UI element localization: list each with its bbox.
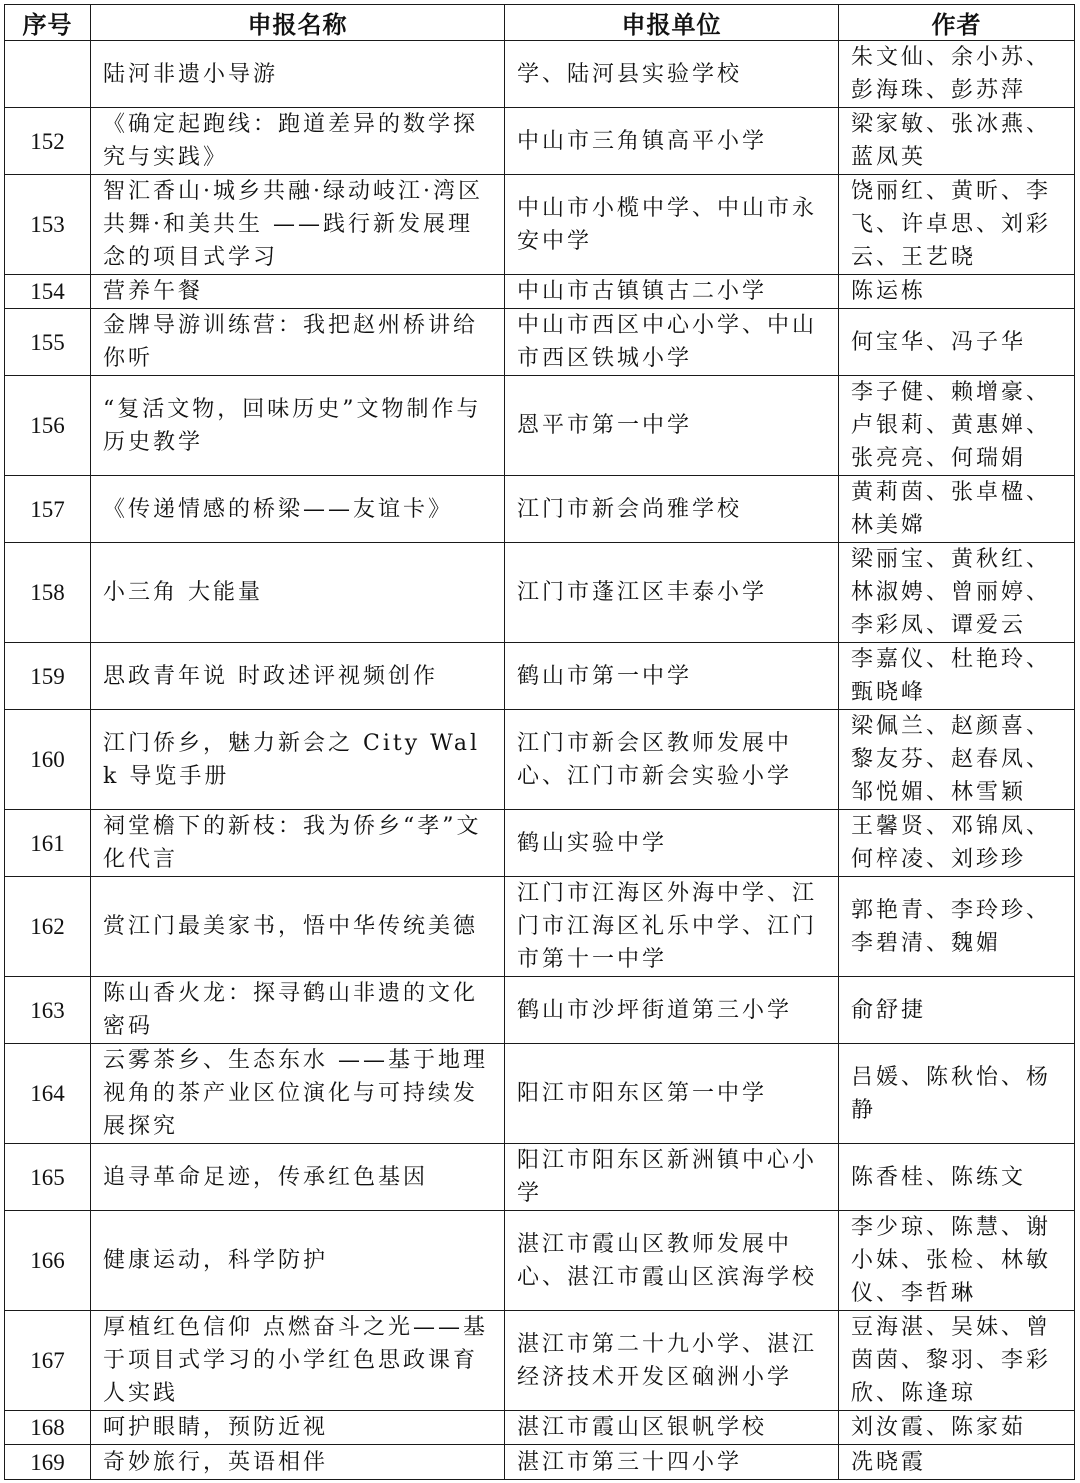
header-unit: 申报单位 <box>505 5 839 41</box>
authors: 冼晓霞 <box>839 1445 1075 1480</box>
row-number: 167 <box>5 1311 91 1411</box>
project-name: 健康运动，科学防护 <box>91 1211 505 1311</box>
applicant-unit: 江门市新会尚雅学校 <box>505 476 839 543</box>
table-row <box>5 1044 1075 1144</box>
authors: 黄莉茵、张卓楹、林美嫦 <box>839 476 1075 543</box>
applicant-unit: 阳江市阳东区第一中学 <box>505 1044 839 1144</box>
row-number: 154 <box>5 275 91 309</box>
authors: 何宝华、冯子华 <box>839 309 1075 376</box>
table-body <box>5 41 1075 1480</box>
project-name: 江门侨乡，魅力新会之 City Walk 导览手册 <box>91 710 505 810</box>
applicant-unit: 湛江市霞山区银帆学校 <box>505 1411 839 1445</box>
project-name: 追寻革命足迹，传承红色基因 <box>91 1144 505 1211</box>
row-number: 165 <box>5 1144 91 1211</box>
project-name: 陈山香火龙：探寻鹤山非遗的文化密码 <box>91 977 505 1044</box>
table-row <box>5 1144 1075 1211</box>
project-name: 奇妙旅行，英语相伴 <box>91 1445 505 1480</box>
applicant-unit: 湛江市第三十四小学 <box>505 1445 839 1480</box>
row-number: 161 <box>5 810 91 877</box>
authors: 王馨贤、邓锦凤、何梓凌、刘珍珍 <box>839 810 1075 877</box>
row-number: 159 <box>5 643 91 710</box>
applicant-unit: 江门市江海区外海中学、江门市江海区礼乐中学、江门市第十一中学 <box>505 877 839 977</box>
authors: 刘汝霞、陈家茹 <box>839 1411 1075 1445</box>
authors: 李少琼、陈慧、谢小妹、张检、林敏仪、李哲琳 <box>839 1211 1075 1311</box>
authors: 梁丽宝、黄秋红、林淑娉、曾丽婷、李彩凤、谭爱云 <box>839 543 1075 643</box>
award-list-table <box>4 4 1075 1480</box>
authors: 陈运栋 <box>839 275 1075 309</box>
authors: 李子健、赖增豪、卢银莉、黄惠婵、张亮亮、何瑞娟 <box>839 376 1075 476</box>
applicant-unit: 中山市小榄中学、中山市永安中学 <box>505 175 839 275</box>
project-name: “复活文物，回味历史”文物制作与历史教学 <box>91 376 505 476</box>
applicant-unit: 湛江市霞山区教师发展中心、湛江市霞山区滨海学校 <box>505 1211 839 1311</box>
header-author: 作者 <box>839 5 1075 41</box>
applicant-unit: 中山市古镇镇古二小学 <box>505 275 839 309</box>
row-number: 164 <box>5 1044 91 1144</box>
table-row <box>5 1411 1075 1445</box>
applicant-unit: 学、陆河县实验学校 <box>505 41 839 108</box>
table-row <box>5 877 1075 977</box>
applicant-unit: 鹤山市第一中学 <box>505 643 839 710</box>
applicant-unit: 江门市新会区教师发展中心、江门市新会实验小学 <box>505 710 839 810</box>
authors: 朱文仙、余小苏、彭海珠、彭苏萍 <box>839 41 1075 108</box>
project-name: 营养午餐 <box>91 275 505 309</box>
row-number: 169 <box>5 1445 91 1480</box>
table-row <box>5 476 1075 543</box>
applicant-unit: 阳江市阳东区新洲镇中心小学 <box>505 1144 839 1211</box>
header-no: 序号 <box>5 5 91 41</box>
applicant-unit: 鹤山实验中学 <box>505 810 839 877</box>
header-name: 申报名称 <box>91 5 505 41</box>
table-row <box>5 1445 1075 1480</box>
project-name: 祠堂檐下的新枝：我为侨乡“孝”文化代言 <box>91 810 505 877</box>
row-number: 166 <box>5 1211 91 1311</box>
project-name: 《确定起跑线：跑道差异的数学探究与实践》 <box>91 108 505 175</box>
row-number: 158 <box>5 543 91 643</box>
row-number: 156 <box>5 376 91 476</box>
row-number: 162 <box>5 877 91 977</box>
project-name: 小三角 大能量 <box>91 543 505 643</box>
table-row <box>5 376 1075 476</box>
row-number: 168 <box>5 1411 91 1445</box>
table-row <box>5 108 1075 175</box>
table-row <box>5 1311 1075 1411</box>
project-name: 《传递情感的桥梁——友谊卡》 <box>91 476 505 543</box>
project-name: 云雾茶乡、生态东水 ——基于地理视角的茶产业区位演化与可持续发展探究 <box>91 1044 505 1144</box>
row-number: 157 <box>5 476 91 543</box>
table-row <box>5 275 1075 309</box>
authors: 梁佩兰、赵颜喜、黎友芬、赵春凤、邹悦媚、林雪颖 <box>839 710 1075 810</box>
row-number: 153 <box>5 175 91 275</box>
project-name: 思政青年说 时政述评视频创作 <box>91 643 505 710</box>
authors: 梁家敏、张冰燕、蓝凤英 <box>839 108 1075 175</box>
project-name: 厚植红色信仰 点燃奋斗之光——基于项目式学习的小学红色思政课育人实践 <box>91 1311 505 1411</box>
table-row <box>5 41 1075 108</box>
authors: 俞舒捷 <box>839 977 1075 1044</box>
table-row <box>5 543 1075 643</box>
table-row <box>5 810 1075 877</box>
row-number: 163 <box>5 977 91 1044</box>
applicant-unit: 鹤山市沙坪街道第三小学 <box>505 977 839 1044</box>
row-number <box>5 41 91 108</box>
applicant-unit: 恩平市第一中学 <box>505 376 839 476</box>
table-row <box>5 1211 1075 1311</box>
table-row <box>5 175 1075 275</box>
authors: 陈香桂、陈练文 <box>839 1144 1075 1211</box>
project-name: 金牌导游训练营：我把赵州桥讲给你听 <box>91 309 505 376</box>
row-number: 152 <box>5 108 91 175</box>
applicant-unit: 中山市三角镇高平小学 <box>505 108 839 175</box>
table-row <box>5 309 1075 376</box>
project-name: 呵护眼睛，预防近视 <box>91 1411 505 1445</box>
row-number: 160 <box>5 710 91 810</box>
authors: 李嘉仪、杜艳玲、甄晓峰 <box>839 643 1075 710</box>
project-name: 智汇香山·城乡共融·绿动岐江·湾区共舞·和美共生 ——践行新发展理念的项目式学习 <box>91 175 505 275</box>
project-name: 陆河非遗小导游 <box>91 41 505 108</box>
row-number: 155 <box>5 309 91 376</box>
project-name: 赏江门最美家书，悟中华传统美德 <box>91 877 505 977</box>
applicant-unit: 中山市西区中心小学、中山市西区铁城小学 <box>505 309 839 376</box>
authors: 吕媛、陈秋怡、杨静 <box>839 1044 1075 1144</box>
applicant-unit: 湛江市第二十九小学、湛江经济技术开发区硇洲小学 <box>505 1311 839 1411</box>
authors: 豆海湛、吴妹、曾茵茵、黎羽、李彩欣、陈逢琼 <box>839 1311 1075 1411</box>
table-row <box>5 977 1075 1044</box>
table-row <box>5 710 1075 810</box>
table-row <box>5 643 1075 710</box>
table-header-row <box>5 5 1075 41</box>
applicant-unit: 江门市蓬江区丰泰小学 <box>505 543 839 643</box>
authors: 郭艳青、李玲珍、李碧清、魏媚 <box>839 877 1075 977</box>
authors: 饶丽红、黄昕、李飞、许卓思、刘彩云、王艺晓 <box>839 175 1075 275</box>
